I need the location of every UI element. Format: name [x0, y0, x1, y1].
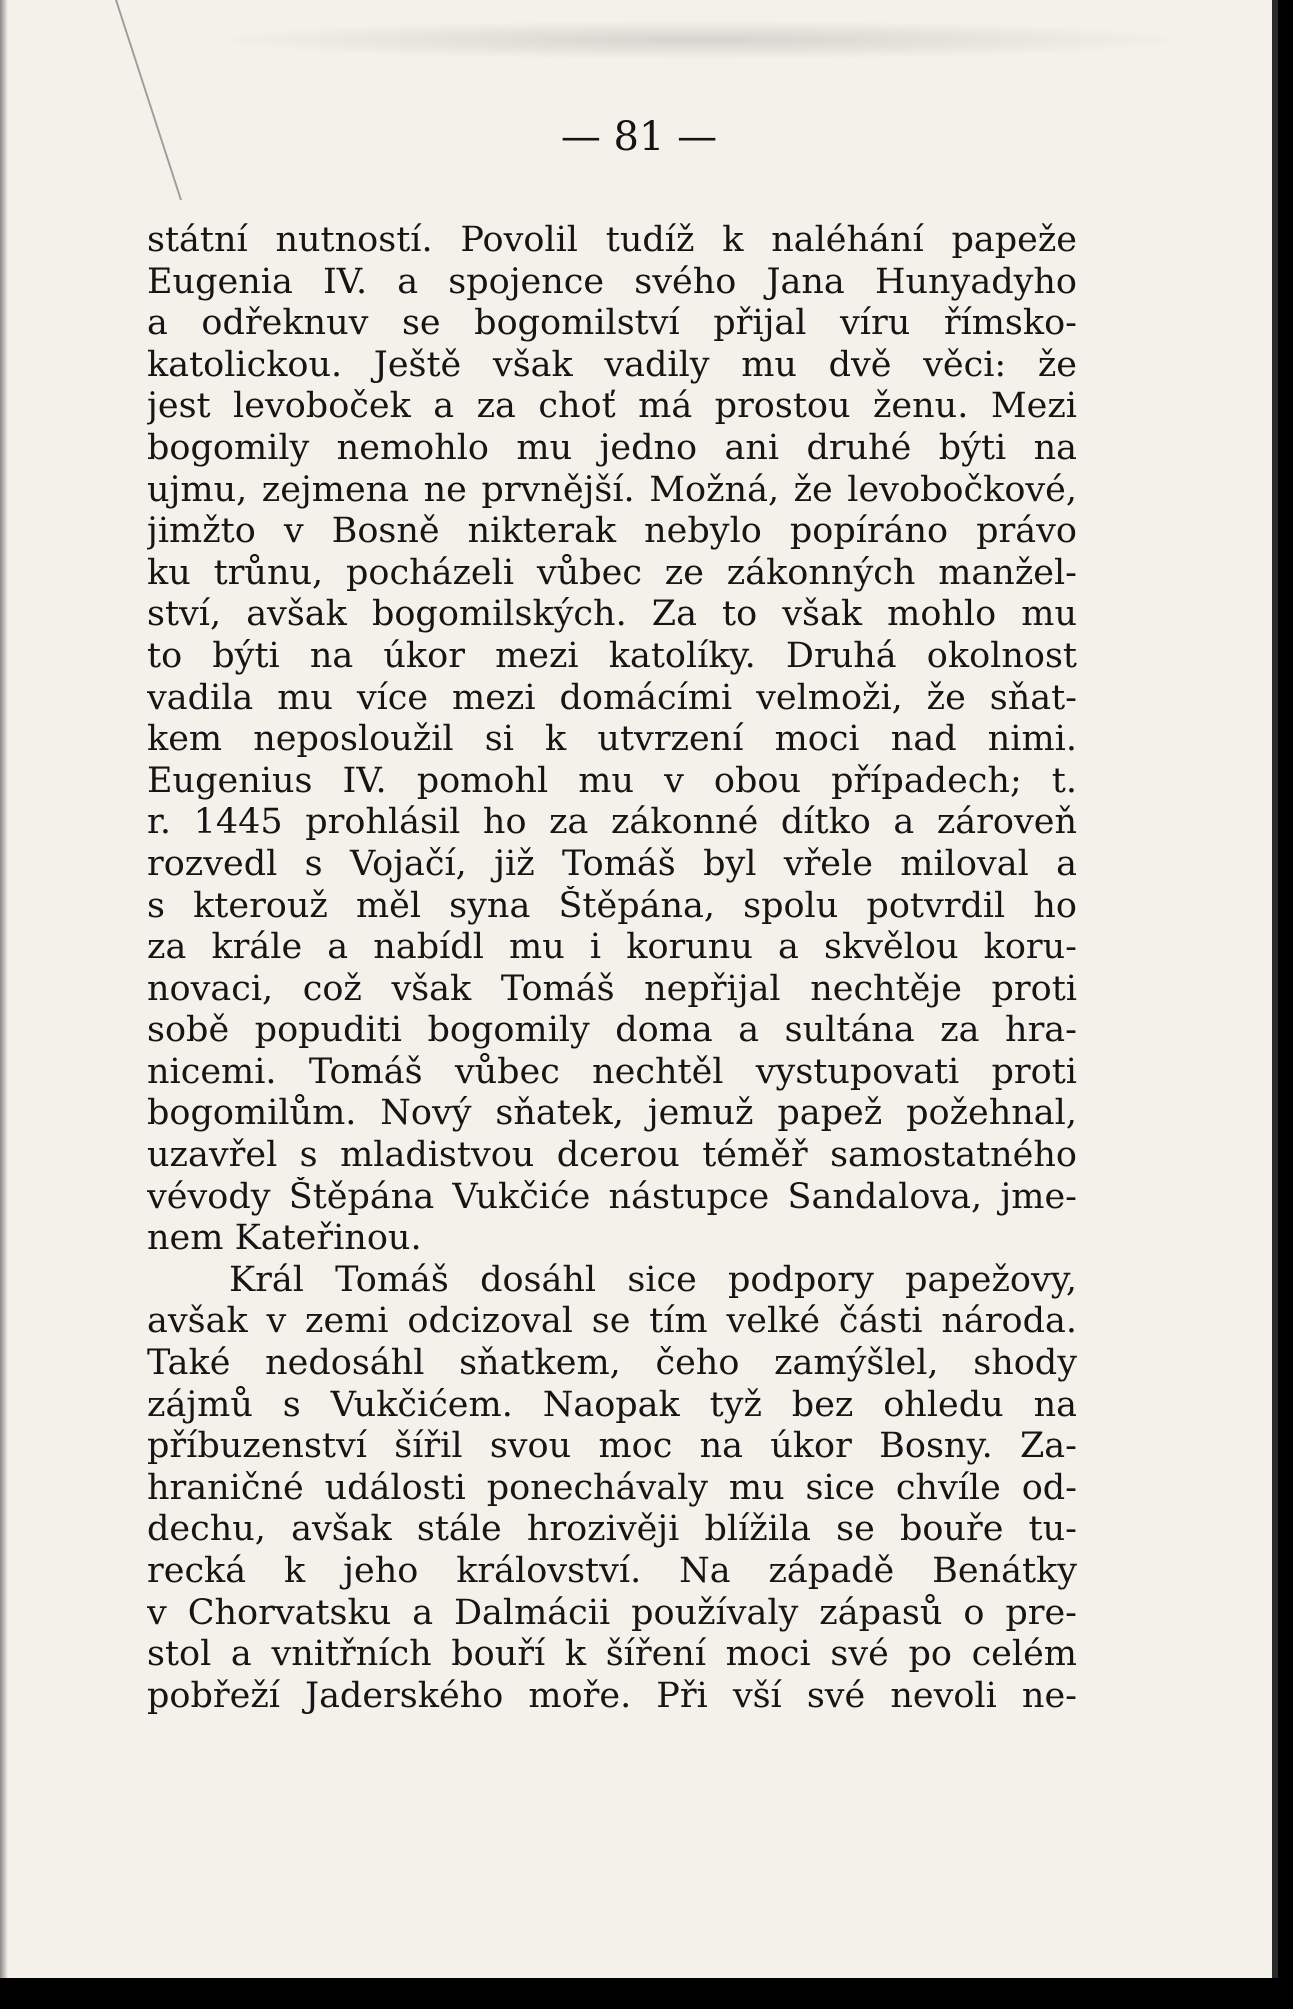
text-line: katolickou. Ještě však vadily mu dvě věci: že [147, 344, 1077, 385]
text-line: bogomily nemohlo mu jedno ani druhé býti na [147, 427, 1077, 468]
text-line: v Chorvatsku a Dalmácii používaly zápasů o pre- [147, 1592, 1077, 1633]
page-number: — 81 — [560, 114, 718, 160]
text-line: nicemi. Tomáš vůbec nechtěl vystupovati proti [147, 1051, 1077, 1092]
text-line: Král Tomáš dosáhl sice podpory papežovy, [229, 1259, 1077, 1300]
text-line: Eugenia IV. a spojence svého Jana Hunyadyho [147, 261, 1077, 302]
text-line: pobřeží Jaderského moře. Při vší své nevoli ne- [147, 1675, 1077, 1716]
paragraph [147, 220, 1077, 1260]
text-line: avšak v zemi odcizoval se tím velké části národa. [147, 1301, 1077, 1342]
text-line: uzavřel s mladistvou dcerou téměř samostatného [147, 1135, 1077, 1176]
text-line: bogomilům. Nový sňatek, jemuž papež požehnal, [147, 1093, 1077, 1134]
text-line: sobě popuditi bogomily doma a sultána za hra- [147, 1010, 1077, 1051]
text-line: rozvedl s Vojačí, již Tomáš byl vřele miloval a [147, 843, 1077, 884]
text-line: novaci, což však Tomáš nepřijal nechtěje proti [147, 968, 1077, 1009]
text-line: to býti na úkor mezi katolíky. Druhá okolnost [147, 635, 1077, 676]
text-line: vadila mu více mezi domácími velmoži, že sňat- [147, 677, 1077, 718]
text-line: ujmu, zejmena ne prvnější. Možná, že levobočkové, [147, 469, 1077, 510]
page-binding-edge [0, 0, 8, 1978]
text-line: r. 1445 prohlásil ho za zákonné dítko a zároveň [147, 802, 1077, 843]
text-line: zájmů s Vukčićem. Naopak tyž bez ohledu na [147, 1384, 1077, 1425]
page-stain [200, 20, 1200, 60]
text-line: příbuzenství šířil svou moc na úkor Bosny. Za- [147, 1426, 1077, 1467]
text-line: hraničné události ponechávaly mu sice chvíle od- [147, 1467, 1077, 1508]
text-line: Eugenius IV. pomohl mu v obou případech; t. [147, 760, 1077, 801]
text-line: jimžto v Bosně nikterak nebylo popíráno právo [147, 511, 1077, 552]
text-line: dechu, avšak stále hrozivěji blížila se bouře tu- [147, 1509, 1077, 1550]
body-text [147, 220, 1077, 1717]
text-line: Také nedosáhl sňatkem, čeho zamýšlel, shody [147, 1343, 1077, 1384]
text-line: s kterouž měl syna Štěpána, spolu potvrdil ho [147, 885, 1077, 926]
text-line: ku trůnu, pocházeli vůbec ze zákonných manžel- [147, 552, 1077, 593]
text-line: a odřeknuv se bogomilství přijal víru římsko- [147, 303, 1077, 344]
text-line: státní nutností. Povolil tudíž k naléhání papeže [147, 220, 1077, 260]
text-line: za krále a nabídl mu i korunu a skvělou koru- [147, 927, 1077, 968]
text-line: jest levoboček a za choť má prostou ženu. Mezi [147, 386, 1077, 427]
text-line: ství, avšak bogomilských. Za to však mohlo mu [147, 594, 1077, 635]
text-line: nem Kateřinou. [147, 1218, 422, 1259]
text-line: stol a vnitřních bouří k šíření moci své po celém [147, 1634, 1077, 1675]
page-edge-shadow [1272, 0, 1278, 1978]
text-line: recká k jeho království. Na západě Benátky [147, 1551, 1077, 1591]
text-line: vévody Štěpána Vukčiće nástupce Sandalova, jme- [147, 1176, 1077, 1217]
paragraph [147, 1260, 1077, 1718]
text-line: kem neposloužil si k utvrzení moci nad nimi. [147, 719, 1077, 760]
